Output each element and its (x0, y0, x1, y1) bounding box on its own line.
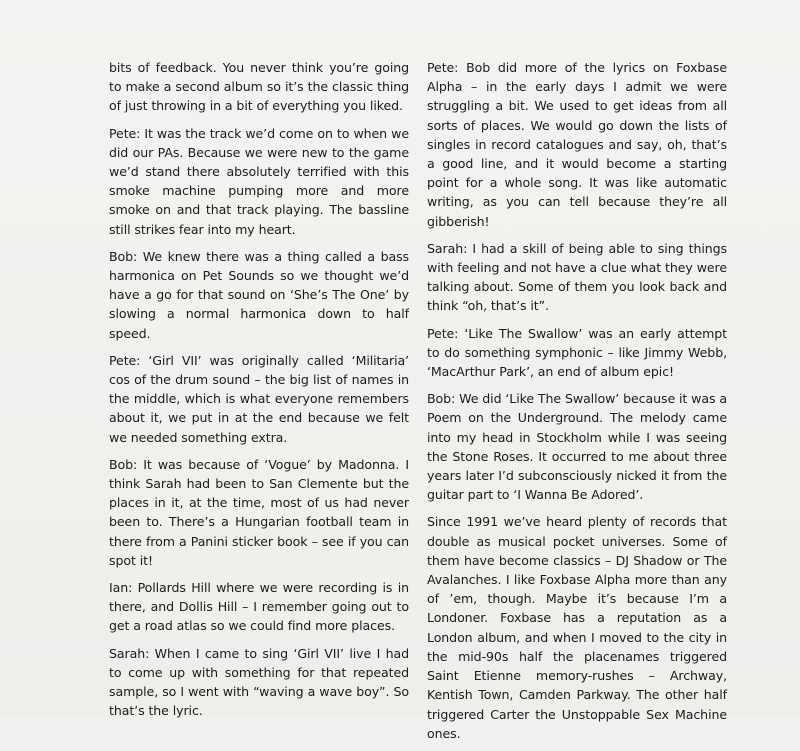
paragraph: Since 1991 we’ve heard plenty of records that double as musical pocket universes. Some of them have become classics – DJ Shadow or The Avalanches. I like Foxbase Alpha more than any of ’em, though. Maybe it’s because I’m a Londoner. Foxbase has a reputation as a London album, and when I moved to the city in the mid-90s half the placenames triggered Saint Etienne memory-rushes – Archway, Kentish Town, Camden Parkway. The other half triggered Carter the Unstoppable Sex Machine ones. (427, 514, 727, 741)
paragraph: Pete: It was the track we’d come on to when we did our PAs. Because we were new to the game we’d stand there absolutely terrified with this smoke machine pumping more and more smoke on and that track playing. The bassline still strikes fear into my heart. (109, 125, 409, 237)
paragraph: Ian: Pollards Hill where we were recording is in there, and Dollis Hill – I remember going out to get a road atlas so we could find more places. (109, 580, 409, 634)
paragraph: Bob: It was because of ‘Vogue’ by Madonna. I think Sarah had been to San Clemente but the places in it, at the time, most of us had never been to. There’s a Hungarian football team in there from a Panini sticker book – see if you can spot it! (109, 456, 409, 568)
paragraph: Pete: Bob did more of the lyrics on Foxbase Alpha – in the early days I admit we were struggling a bit. We used to get ideas from all sorts of places. We would go down the lists of singles in record catalogues and say, oh, that’s a good line, and it would become a starting point for a whole song. It was like automatic writing, as you can tell because they’re all gibberish! (427, 60, 727, 229)
paragraph: Pete: ‘Like The Swallow’ was an early attempt to do something symphonic – like Jimmy Webb, ‘MacArthur Park’, an end of album epic! (427, 325, 727, 380)
paragraph: Sarah: I had a skill of being able to sing things with feeling and not have a clue what they were talking about. Some of them you look back and think “oh, that’s it”. (427, 240, 727, 314)
paragraph: bits of feedback. You never think you’re going to make a second album so it’s the classic thing of just throwing in a bit of everything you liked. (109, 60, 409, 114)
paragraph: Sarah: When I came to sing ‘Girl VII’ live I had to come up with something for that repeated sample, so I went with “waving a wave boy”. So that’s the lyric. (109, 645, 409, 719)
paragraph: Bob: We did ‘Like The Swallow’ because it was a Poem on the Underground. The melody came into my head in Stockholm while I was seeing the Stone Roses. It occurred to me about three years later I’d subconsciously nicked it from the guitar part to ‘I Wanna Be Adored’. (427, 391, 727, 503)
paragraph: Pete: ‘Girl VII’ was originally called ‘Militaria’ cos of the drum sound – the big list of names in the middle, which is what everyone remembers about it, we put in at the end because we felt we needed something extra. (109, 352, 409, 445)
right-text-column (427, 58, 727, 751)
paragraph: Bob: We knew there was a thing called a bass harmonica on Pet Sounds so we thought we’d have a go for that sound on ‘She’s The One’ by slowing a normal harmonica down to half speed. (109, 248, 409, 341)
left-text-column (109, 58, 409, 729)
